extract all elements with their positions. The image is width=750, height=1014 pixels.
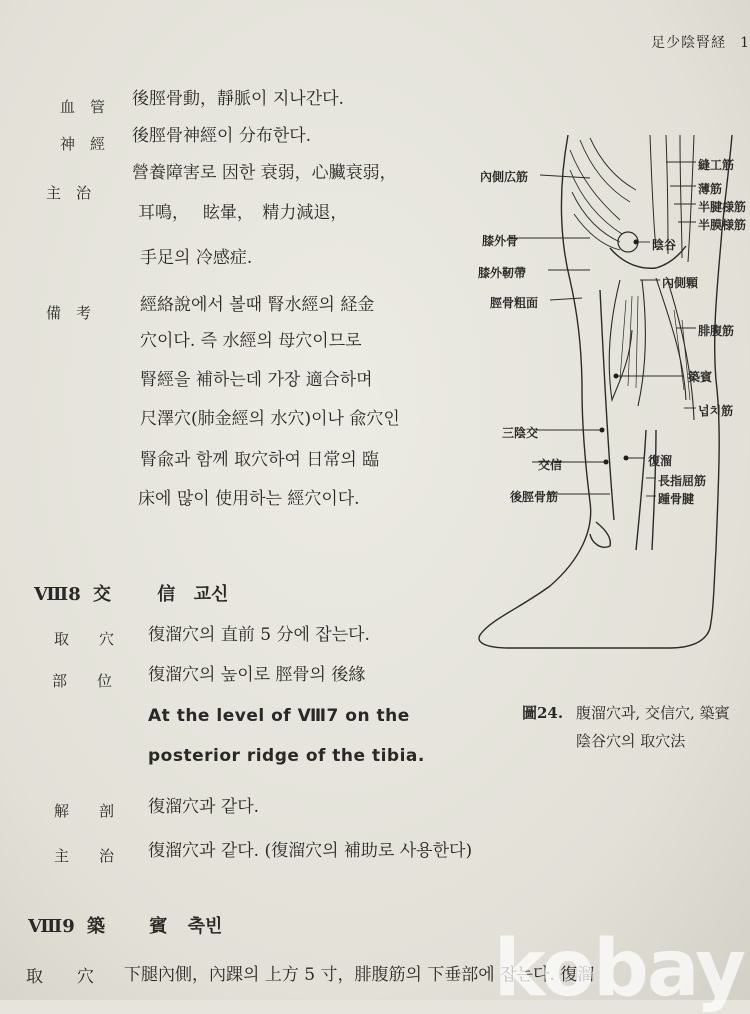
label-medial-condyle: 內側顆 xyxy=(662,276,699,290)
indication-label: 主 治 xyxy=(46,184,92,202)
label-zhubin: 築賓 xyxy=(688,370,713,384)
s8-anatomy-text: 復溜穴과 같다. xyxy=(148,797,260,817)
nerve-text: 後脛骨神經이 分布한다. xyxy=(132,126,312,146)
label-knee-outer-bone: 膝外骨 xyxy=(482,234,519,248)
remarks-line-6: 床에 많이 使用하는 經穴이다. xyxy=(138,489,360,509)
label-tibialis-posterior: 後脛骨筋 xyxy=(510,490,559,504)
label-semimembranosus: 半膜様筋 xyxy=(698,218,747,232)
s8-english-line-1: At the level of Ⅷ7 on the xyxy=(148,706,410,726)
s8-location-label: 部 位 xyxy=(52,672,113,690)
s8-location-text: 復溜穴의 높이로 脛骨의 後緣 xyxy=(148,665,366,685)
remarks-line-2: 穴이다. 즉 水經의 母穴이므로 xyxy=(140,331,362,351)
point-yingu xyxy=(634,240,639,245)
section-8-heading xyxy=(34,580,228,606)
remarks-label: 備 考 xyxy=(46,304,92,322)
running-header xyxy=(651,32,750,52)
label-flexor-digitorum: 長指屈筋 xyxy=(658,474,707,488)
s9-acupoint-label: 取 穴 xyxy=(26,967,94,987)
s9-acupoint-text: 下腿內側，內踝의 上方 5 寸，腓腹筋의 下垂部에 잡는다. 復溜 xyxy=(124,965,595,985)
s8-acupoint-label: 取 穴 xyxy=(54,630,115,648)
remarks-line-3: 腎經을 補하는데 가장 適合하며 xyxy=(140,370,373,390)
s8-indication-label: 主 治 xyxy=(54,847,115,865)
section-9-reading: 축빈 xyxy=(187,916,223,937)
header-title: 足少陰腎経 xyxy=(651,35,727,51)
label-yingu: 陰谷 xyxy=(652,238,677,252)
s8-indication-text: 復溜穴과 같다. (復溜穴의 補助로 사용한다) xyxy=(148,841,473,861)
point-sanyinjiao xyxy=(600,428,605,433)
blood-vessel-label: 血 管 xyxy=(60,98,106,116)
nerve-label: 神 經 xyxy=(60,135,106,153)
s8-anatomy-label: 解 剖 xyxy=(54,802,115,820)
label-gracilis: 薄筋 xyxy=(698,182,723,196)
indication-line-3: 手足의 冷感症. xyxy=(140,248,253,268)
achilles-tendon xyxy=(636,430,656,550)
indication-line-2: 耳鳴， 眩暈， 精力減退， xyxy=(138,203,348,223)
muscle-fibers xyxy=(620,296,690,400)
section-8-hanja-1: 交 xyxy=(93,584,112,605)
section-9-number: Ⅷ9 xyxy=(28,916,75,937)
blood-vessel-text: 後脛骨動，靜脈이 지나간다. xyxy=(132,89,344,109)
s8-english-line-2: posterior ridge of the tibia. xyxy=(148,746,425,766)
section-9-hanja-2: 賓 xyxy=(149,916,168,937)
thigh-muscle-lines xyxy=(570,138,636,250)
label-soleus: 넙치筋 xyxy=(698,404,734,418)
figure-caption-line-2: 陰谷穴의 取穴法 xyxy=(576,732,686,750)
point-fuliu xyxy=(624,456,629,461)
page-number: 1 xyxy=(740,35,750,51)
label-achilles-tendon: 踵骨腱 xyxy=(658,492,695,506)
label-semitendinosus: 半腱様筋 xyxy=(698,200,747,214)
section-9-hanja-1: 築 xyxy=(87,916,106,937)
section-8-number: Ⅷ8 xyxy=(34,584,81,605)
label-gastrocnemius: 腓腹筋 xyxy=(698,324,735,338)
label-fuliu: 復溜 xyxy=(648,454,673,468)
figure-caption-line-1: 腹溜穴과, 交信穴, 築賓 xyxy=(576,704,730,722)
section-8-hanja-2: 信 xyxy=(157,584,176,605)
s8-acupoint-text: 復溜穴의 直前 5 分에 잡는다. xyxy=(148,625,370,645)
medial-malleolus xyxy=(590,522,610,547)
remarks-line-1: 經絡說에서 볼때 腎水經의 経金 xyxy=(140,295,375,315)
leader-tibial-tuberosity xyxy=(550,298,582,300)
section-9-heading xyxy=(28,912,222,938)
calf-muscle xyxy=(609,278,694,420)
indication-line-1: 營養障害로 因한 衰弱，心臟衰弱， xyxy=(132,163,397,183)
point-jiaoxin xyxy=(604,460,609,465)
label-tibial-tuberosity: 脛骨粗面 xyxy=(490,296,539,310)
remarks-line-5: 腎兪과 함께 取穴하여 日常의 臨 xyxy=(140,450,380,470)
label-vastus-medialis: 內側広筋 xyxy=(480,170,529,184)
label-sartorius: 縫工筋 xyxy=(698,158,735,172)
label-jiaoxin: 交信 xyxy=(538,458,563,472)
label-sanyinjiao: 三陰交 xyxy=(502,426,539,440)
label-knee-outer-ligament: 膝外靭帶 xyxy=(478,266,527,280)
section-8-reading: 교신 xyxy=(193,584,229,605)
watermark-logo: kobay xyxy=(493,924,744,1014)
point-zhubin xyxy=(614,374,619,379)
remarks-line-4: 尺澤穴(肺金經의 水穴)이나 兪穴인 xyxy=(140,409,400,429)
figure-caption-number: 圖24. xyxy=(522,704,564,722)
